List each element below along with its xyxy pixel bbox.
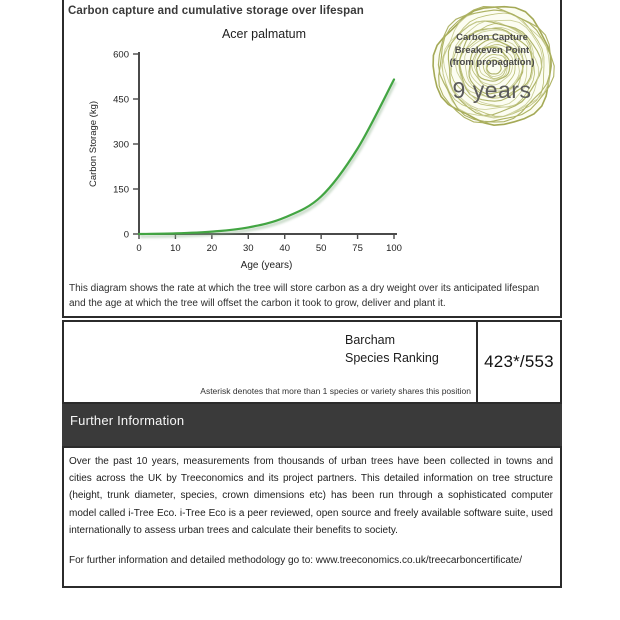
further-information-section	[62, 446, 562, 588]
svg-text:50: 50	[315, 243, 327, 254]
further-information-header-label: Further Information	[70, 413, 185, 428]
ranking-label-cell	[64, 322, 476, 402]
methodology-link-line: For further information and detailed methodology go to: www.treeconomics.co.uk/treecarboncertificate/	[69, 555, 523, 567]
svg-text:0: 0	[136, 243, 142, 254]
svg-text:450: 450	[113, 94, 129, 106]
svg-text:30: 30	[242, 243, 254, 254]
svg-text:600: 600	[113, 49, 129, 61]
svg-text:300: 300	[113, 139, 129, 151]
ranking-title	[345, 331, 439, 367]
svg-text:100: 100	[386, 243, 402, 254]
tree-rings-badge-icon	[430, 2, 558, 132]
svg-text:Age (years): Age (years)	[240, 260, 293, 271]
carbon-storage-chart	[84, 40, 408, 276]
section-title: Carbon capture and cumulative storage over lifespan	[68, 4, 364, 17]
ranking-asterisk-note: Asterisk denotes that more than 1 species or variety shares this position	[200, 386, 471, 396]
further-information-header	[62, 404, 562, 446]
diagram-description: This diagram shows the rate at which the tree will store carbon as a dry weight over its anticipated lifespan and the age at which the tree will offset the carbon it took to grow, deliver and plant it.	[69, 283, 540, 309]
badge-label-line2: Breakeven Point	[454, 44, 530, 56]
svg-text:20: 20	[206, 243, 218, 254]
ranking-label: Species Ranking	[345, 351, 439, 365]
further-information-paragraph: Over the past 10 years, measurements from thousands of urban trees have been collected in towns and cities across the UK by Treeconomics and its project partners. This detailed information on tree structure (height, trunk diameter, species, crown dimensions etc) has been run through a sophisticated computer model called i-Tree Eco. i-Tree Eco is a peer reviewed, open source and freely available software suite, used internationally to assess urban trees and calculate their benefits to society.	[69, 456, 553, 536]
svg-text:75: 75	[352, 243, 363, 254]
ranking-value: 423*/553	[476, 322, 560, 402]
svg-text:Carbon Storage (kg): Carbon Storage (kg)	[88, 100, 99, 188]
svg-text:40: 40	[279, 243, 291, 254]
badge-breakeven-value: 9 years	[452, 76, 532, 103]
svg-text:0: 0	[123, 229, 129, 241]
species-ranking-section	[62, 320, 562, 404]
chart-title: Acer palmatum	[221, 27, 307, 41]
badge-label-line3: (from propagation)	[449, 57, 535, 68]
svg-text:150: 150	[113, 184, 129, 196]
ranking-org: Barcham	[345, 333, 396, 347]
svg-text:10: 10	[170, 243, 181, 254]
carbon-capture-section	[62, 0, 562, 318]
badge-label-line1: Carbon Capture	[456, 32, 528, 43]
